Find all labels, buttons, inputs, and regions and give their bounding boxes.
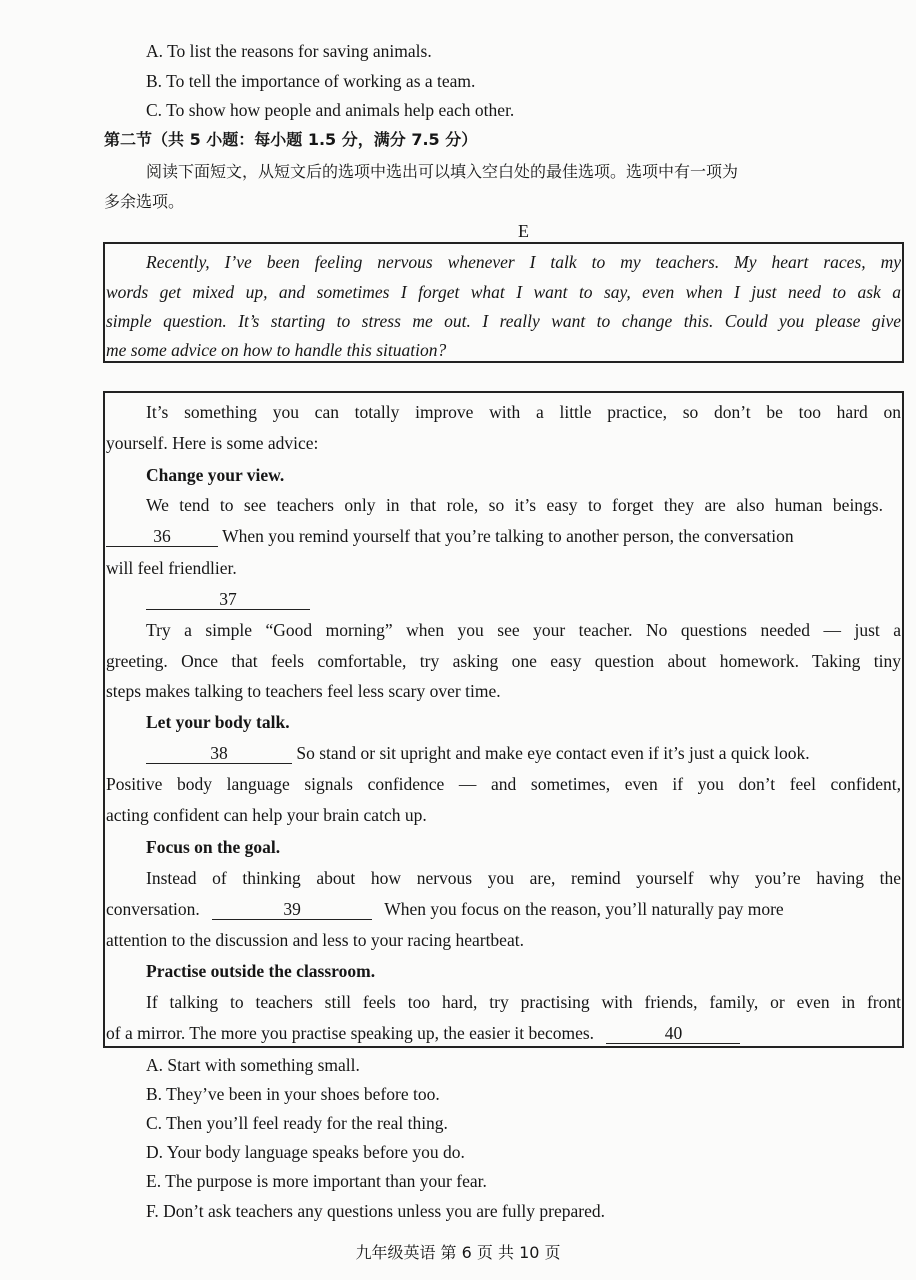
paragraph3-line1 bbox=[146, 742, 810, 764]
paragraph3-line3: acting confident can help your brain catch up. bbox=[106, 805, 427, 825]
paragraph3-line1-text: So stand or sit upright and make eye contact even if it’s just a quick look. bbox=[296, 743, 810, 763]
section-instruction-line1: 阅读下面短文，从短文后的选项中选出可以填入空白处的最佳选项。选项中有一项为 bbox=[146, 162, 739, 181]
paragraph4-line2-pre: conversation. bbox=[106, 899, 200, 919]
paragraph4-line2 bbox=[106, 898, 784, 920]
page-footer: 九年级英语 第 6 页 共 10 页 bbox=[355, 1243, 561, 1262]
option-a: A. Start with something small. bbox=[146, 1055, 360, 1075]
blank-37[interactable]: 37 bbox=[146, 589, 310, 610]
paragraph2-line1: Try a simple “Good morning” when you see your teacher. No questions needed — just a bbox=[146, 620, 901, 640]
paragraph2-blank-line bbox=[146, 588, 310, 610]
option-e: E. The purpose is more important than your fear. bbox=[146, 1171, 487, 1191]
paragraph1-line2-text: When you remind yourself that you’re talking to another person, the conversation bbox=[222, 526, 794, 546]
section-title: 第二节（共 5 小题：每小题 1.5 分，满分 7.5 分） bbox=[104, 130, 478, 149]
blank-38[interactable]: 38 bbox=[146, 743, 292, 764]
heading-change-your-view: Change your view. bbox=[146, 465, 285, 485]
blank-40[interactable]: 40 bbox=[606, 1023, 740, 1044]
paragraph4-line1: Instead of thinking about how nervous you are, remind yourself why you’re having the bbox=[146, 868, 901, 888]
previous-option-c: C. To show how people and animals help each other. bbox=[146, 100, 515, 120]
option-c: C. Then you’ll feel ready for the real thing. bbox=[146, 1113, 448, 1133]
previous-option-b: B. To tell the importance of working as a team. bbox=[146, 71, 476, 91]
paragraph1-line2 bbox=[106, 525, 794, 547]
heading-focus-on-the-goal: Focus on the goal. bbox=[146, 837, 281, 857]
intro-line-2: yourself. Here is some advice: bbox=[106, 433, 319, 453]
paragraph4-line2-post: When you focus on the reason, you’ll naturally pay more bbox=[384, 899, 784, 919]
heading-practise-outside: Practise outside the classroom. bbox=[146, 961, 376, 981]
option-d: D. Your body language speaks before you do. bbox=[146, 1142, 465, 1162]
paragraph5-line1: If talking to teachers still feels too hard, try practising with friends, family, or even in front bbox=[146, 992, 901, 1012]
question-line-1: Recently, I’ve been feeling nervous whenever I talk to my teachers. My heart races, my bbox=[146, 252, 901, 272]
blank-39[interactable]: 39 bbox=[212, 899, 372, 920]
section-instruction-line2: 多余选项。 bbox=[104, 192, 185, 211]
option-b: B. They’ve been in your shoes before too. bbox=[146, 1084, 440, 1104]
paragraph2-line2: greeting. Once that feels comfortable, try asking one easy question about homework. Taking tiny bbox=[106, 651, 901, 671]
paragraph3-line2: Positive body language signals confidence — and sometimes, even if you don’t feel confident, bbox=[106, 774, 901, 794]
blank-36[interactable]: 36 bbox=[106, 526, 218, 547]
paragraph1-line3: will feel friendlier. bbox=[106, 558, 237, 578]
paragraph5-line2 bbox=[106, 1022, 740, 1044]
question-line-4: me some advice on how to handle this situation? bbox=[106, 340, 447, 360]
paragraph4-line3: attention to the discussion and less to your racing heartbeat. bbox=[106, 930, 524, 950]
passage-letter: E bbox=[518, 221, 529, 241]
intro-line-1: It’s something you can totally improve with a little practice, so don’t be too hard on bbox=[146, 402, 901, 422]
paragraph2-line3: steps makes talking to teachers feel less scary over time. bbox=[106, 681, 501, 701]
question-line-3: simple question. It’s starting to stress me out. I really want to change this. Could you please give bbox=[106, 311, 901, 331]
heading-let-your-body-talk: Let your body talk. bbox=[146, 712, 290, 732]
paragraph1-line1: We tend to see teachers only in that role, so it’s easy to forget they are also human beings. bbox=[146, 495, 883, 515]
paragraph5-line2-text: of a mirror. The more you practise speaking up, the easier it becomes. bbox=[106, 1023, 595, 1043]
option-f: F. Don’t ask teachers any questions unless you are fully prepared. bbox=[146, 1201, 605, 1221]
question-line-2: words get mixed up, and sometimes I forget what I want to say, even when I just need to ask a bbox=[106, 282, 901, 302]
previous-option-a: A. To list the reasons for saving animals. bbox=[146, 41, 432, 61]
